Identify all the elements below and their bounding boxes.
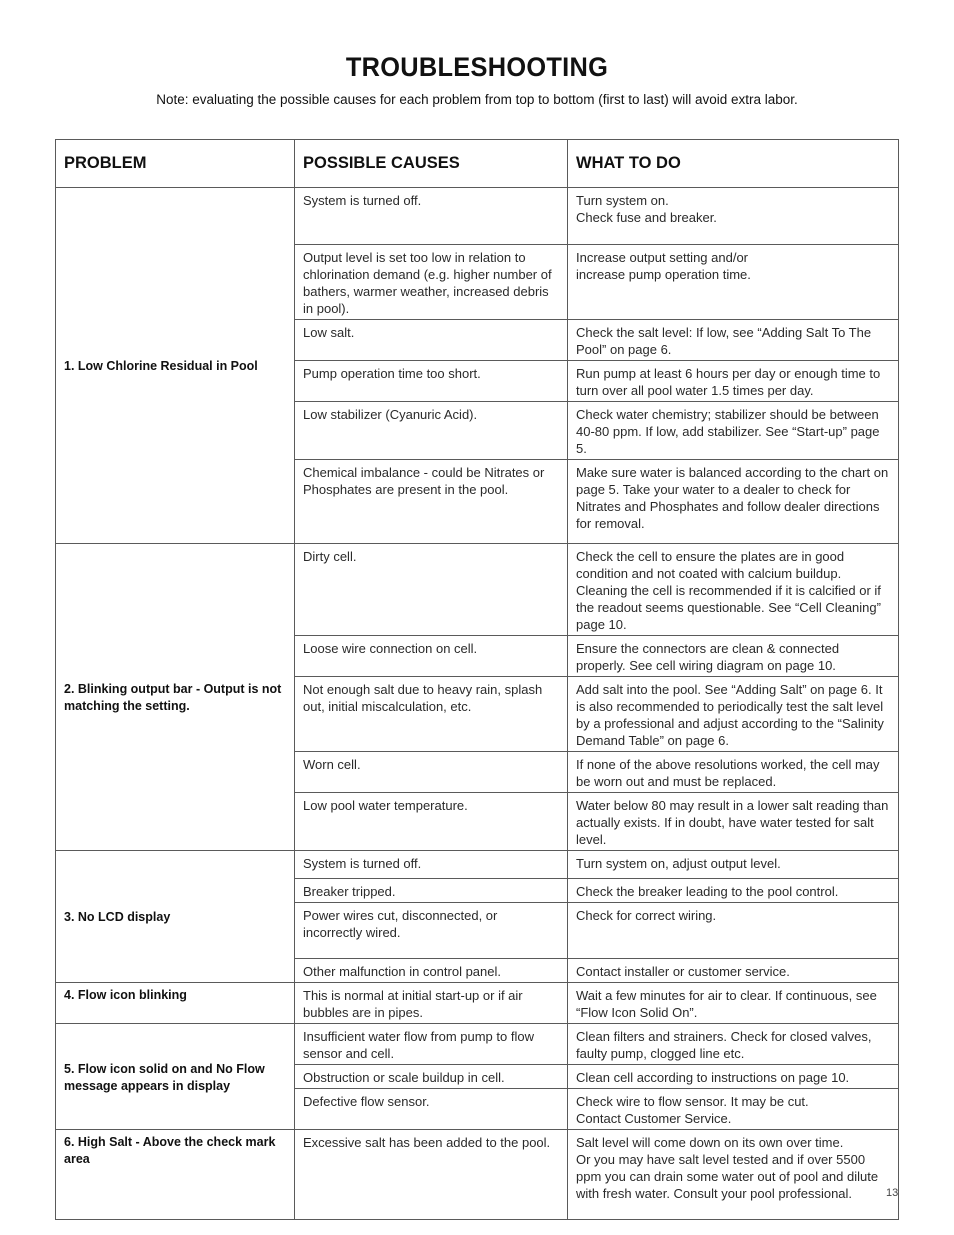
action-text: Clean filters and strainers. Check for closed valves, faulty pump, clogged line etc. (576, 1029, 872, 1061)
action-cell (568, 1089, 899, 1130)
cause-cell (295, 1065, 568, 1089)
cause-text: Excessive salt has been added to the pool. (303, 1135, 551, 1150)
cause-cell (295, 544, 568, 636)
problem-cell (56, 188, 295, 544)
action-text: Check fuse and breaker. (576, 210, 717, 225)
action-text: Salt level will come down on its own over time. (576, 1135, 844, 1150)
cause-cell (295, 851, 568, 879)
action-cell (568, 752, 899, 793)
action-text: Check wire to flow sensor. It may be cut. (576, 1094, 809, 1109)
problem-cell (56, 1130, 295, 1220)
cause-text: Pump operation time too short. (303, 366, 481, 381)
table-row (56, 1130, 899, 1220)
action-text: Wait a few minutes for air to clear. If continuous, see “Flow Icon Solid On”. (576, 988, 877, 1020)
cause-cell (295, 402, 568, 460)
header-problem: PROBLEM (56, 140, 295, 188)
problem-label: 2. Blinking output bar - Output is not matching the setting. (64, 682, 282, 713)
cause-text: Not enough salt due to heavy rain, splash out, initial miscalculation, etc. (303, 682, 543, 714)
page-number: 13 (886, 1187, 899, 1199)
action-text: increase pump operation time. (576, 267, 751, 282)
action-text: Increase output setting and/or (576, 250, 749, 265)
action-text: Check the breaker leading to the pool control. (576, 884, 839, 899)
problem-label: 4. Flow icon blinking (64, 988, 187, 1002)
table-row (56, 851, 899, 879)
cause-cell (295, 793, 568, 851)
cause-text: System is turned off. (303, 856, 422, 871)
action-cell (568, 1024, 899, 1065)
action-cell (568, 245, 899, 320)
cause-cell (295, 320, 568, 361)
cause-text: Low pool water temperature. (303, 798, 468, 813)
cause-cell (295, 460, 568, 544)
problem-cell (56, 983, 295, 1024)
cause-text: This is normal at initial start-up or if air bubbles are in pipes. (303, 988, 523, 1020)
action-cell (568, 544, 899, 636)
action-cell (568, 903, 899, 959)
action-text: Contact Customer Service. (576, 1111, 732, 1126)
action-cell (568, 793, 899, 851)
header-what-to-do: WHAT TO DO (568, 140, 899, 188)
action-cell (568, 188, 899, 245)
action-cell (568, 851, 899, 879)
problem-label: 5. Flow icon solid on and No Flow message appears in display (64, 1061, 265, 1093)
cause-text: Low stabilizer (Cyanuric Acid). (303, 407, 478, 422)
action-cell (568, 1065, 899, 1089)
cause-text: Low salt. (303, 325, 355, 340)
page-title: TROUBLESHOOTING (345, 52, 609, 82)
action-cell (568, 677, 899, 752)
action-text: Check water chemistry; stabilizer should be between 40-80 ppm. If low, add stabilizer. See “Start-up” page 5. (576, 407, 880, 456)
action-cell (568, 320, 899, 361)
action-text: If none of the above resolutions worked, the cell may be worn out and must be replaced. (576, 757, 880, 789)
problem-cell (56, 851, 295, 983)
action-cell (568, 361, 899, 402)
cause-cell (295, 959, 568, 983)
action-cell (568, 636, 899, 677)
cause-cell (295, 903, 568, 959)
table-row (56, 1024, 899, 1065)
action-cell (568, 402, 899, 460)
table-row (56, 544, 899, 636)
cause-cell (295, 1024, 568, 1065)
problem-label: 6. High Salt - Above the check mark area (64, 1135, 276, 1166)
page-note: Note: evaluating the possible causes for each problem from top to bottom (first to last) will avoid extra labor. (156, 92, 798, 107)
action-cell (568, 879, 899, 903)
problem-cell (56, 1024, 295, 1130)
header-possible-causes: POSSIBLE CAUSES (295, 140, 568, 188)
cause-cell (295, 361, 568, 402)
cause-text: Dirty cell. (303, 549, 357, 564)
cause-cell (295, 245, 568, 320)
cause-cell (295, 636, 568, 677)
action-cell (568, 959, 899, 983)
cause-text: Loose wire connection on cell. (303, 641, 478, 656)
cause-cell (295, 677, 568, 752)
cause-cell (295, 188, 568, 245)
table-row (56, 188, 899, 245)
cause-cell (295, 879, 568, 903)
cause-text: Power wires cut, disconnected, or incorrectly wired. (303, 908, 498, 940)
action-text: Run pump at least 6 hours per day or enough time to turn over all pool water 1.5 times per day. (576, 366, 881, 398)
troubleshooting-table (55, 139, 899, 1220)
action-text: Turn system on. (576, 193, 669, 208)
cause-cell (295, 1089, 568, 1130)
action-text: Make sure water is balanced according to the chart on page 5. Take your water to a dealer to check for Nitrates and Phosphates and follow dealer directions for removal. (576, 465, 889, 531)
cause-text: Insufficient water flow from pump to flow sensor and cell. (303, 1029, 534, 1061)
action-cell (568, 983, 899, 1024)
problem-label: 3. No LCD display (64, 910, 171, 924)
action-text: Contact installer or customer service. (576, 964, 790, 979)
action-text: Add salt into the pool. See “Adding Salt” on page 6. It is also recommended to periodically test the salt level by a professional and adjust according to the “Salinity Demand Table” on page 6. (576, 682, 884, 748)
cause-text: Output level is set too low in relation to chlorination demand (e.g. higher number of bathers, warmer weather, increased debris in pool). (303, 250, 552, 316)
action-text: Turn system on, adjust output level. (576, 856, 781, 871)
cause-text: Other malfunction in control panel. (303, 964, 501, 979)
action-text: Clean cell according to instructions on page 10. (576, 1070, 850, 1085)
cause-text: Defective flow sensor. (303, 1094, 430, 1109)
cause-text: Chemical imbalance - could be Nitrates or Phosphates are present in the pool. (303, 465, 545, 497)
cause-cell (295, 983, 568, 1024)
cause-text: Worn cell. (303, 757, 361, 772)
table-body (56, 188, 899, 1220)
action-text: Check the cell to ensure the plates are in good condition and not coated with calcium buildup. Cleaning the cell is recommended if it is calcified or if the readout seems questionable. See “Cell Cleaning” page 10. (576, 549, 881, 632)
action-text: Check for correct wiring. (576, 908, 717, 923)
table-row (56, 983, 899, 1024)
action-text: Check the salt level: If low, see “Adding Salt To The Pool” on page 6. (576, 325, 872, 357)
cause-cell (295, 752, 568, 793)
cause-text: System is turned off. (303, 193, 422, 208)
action-text: Water below 80 may result in a lower salt reading than actually exists. If in doubt, have water tested for salt level. (576, 798, 889, 847)
problem-label: 1. Low Chlorine Residual in Pool (64, 359, 258, 373)
cause-text: Breaker tripped. (303, 884, 396, 899)
cause-text: Obstruction or scale buildup in cell. (303, 1070, 505, 1085)
action-text: Or you may have salt level tested and if over 5500 ppm you can drain some water out of pool and dilute with fresh water. Consult your pool professional. (576, 1152, 879, 1201)
action-text: Ensure the connectors are clean & connected properly. See cell wiring diagram on page 10. (576, 641, 840, 673)
cause-cell (295, 1130, 568, 1220)
action-cell (568, 1130, 899, 1220)
header-row (56, 140, 899, 188)
problem-cell (56, 544, 295, 851)
action-cell (568, 460, 899, 544)
